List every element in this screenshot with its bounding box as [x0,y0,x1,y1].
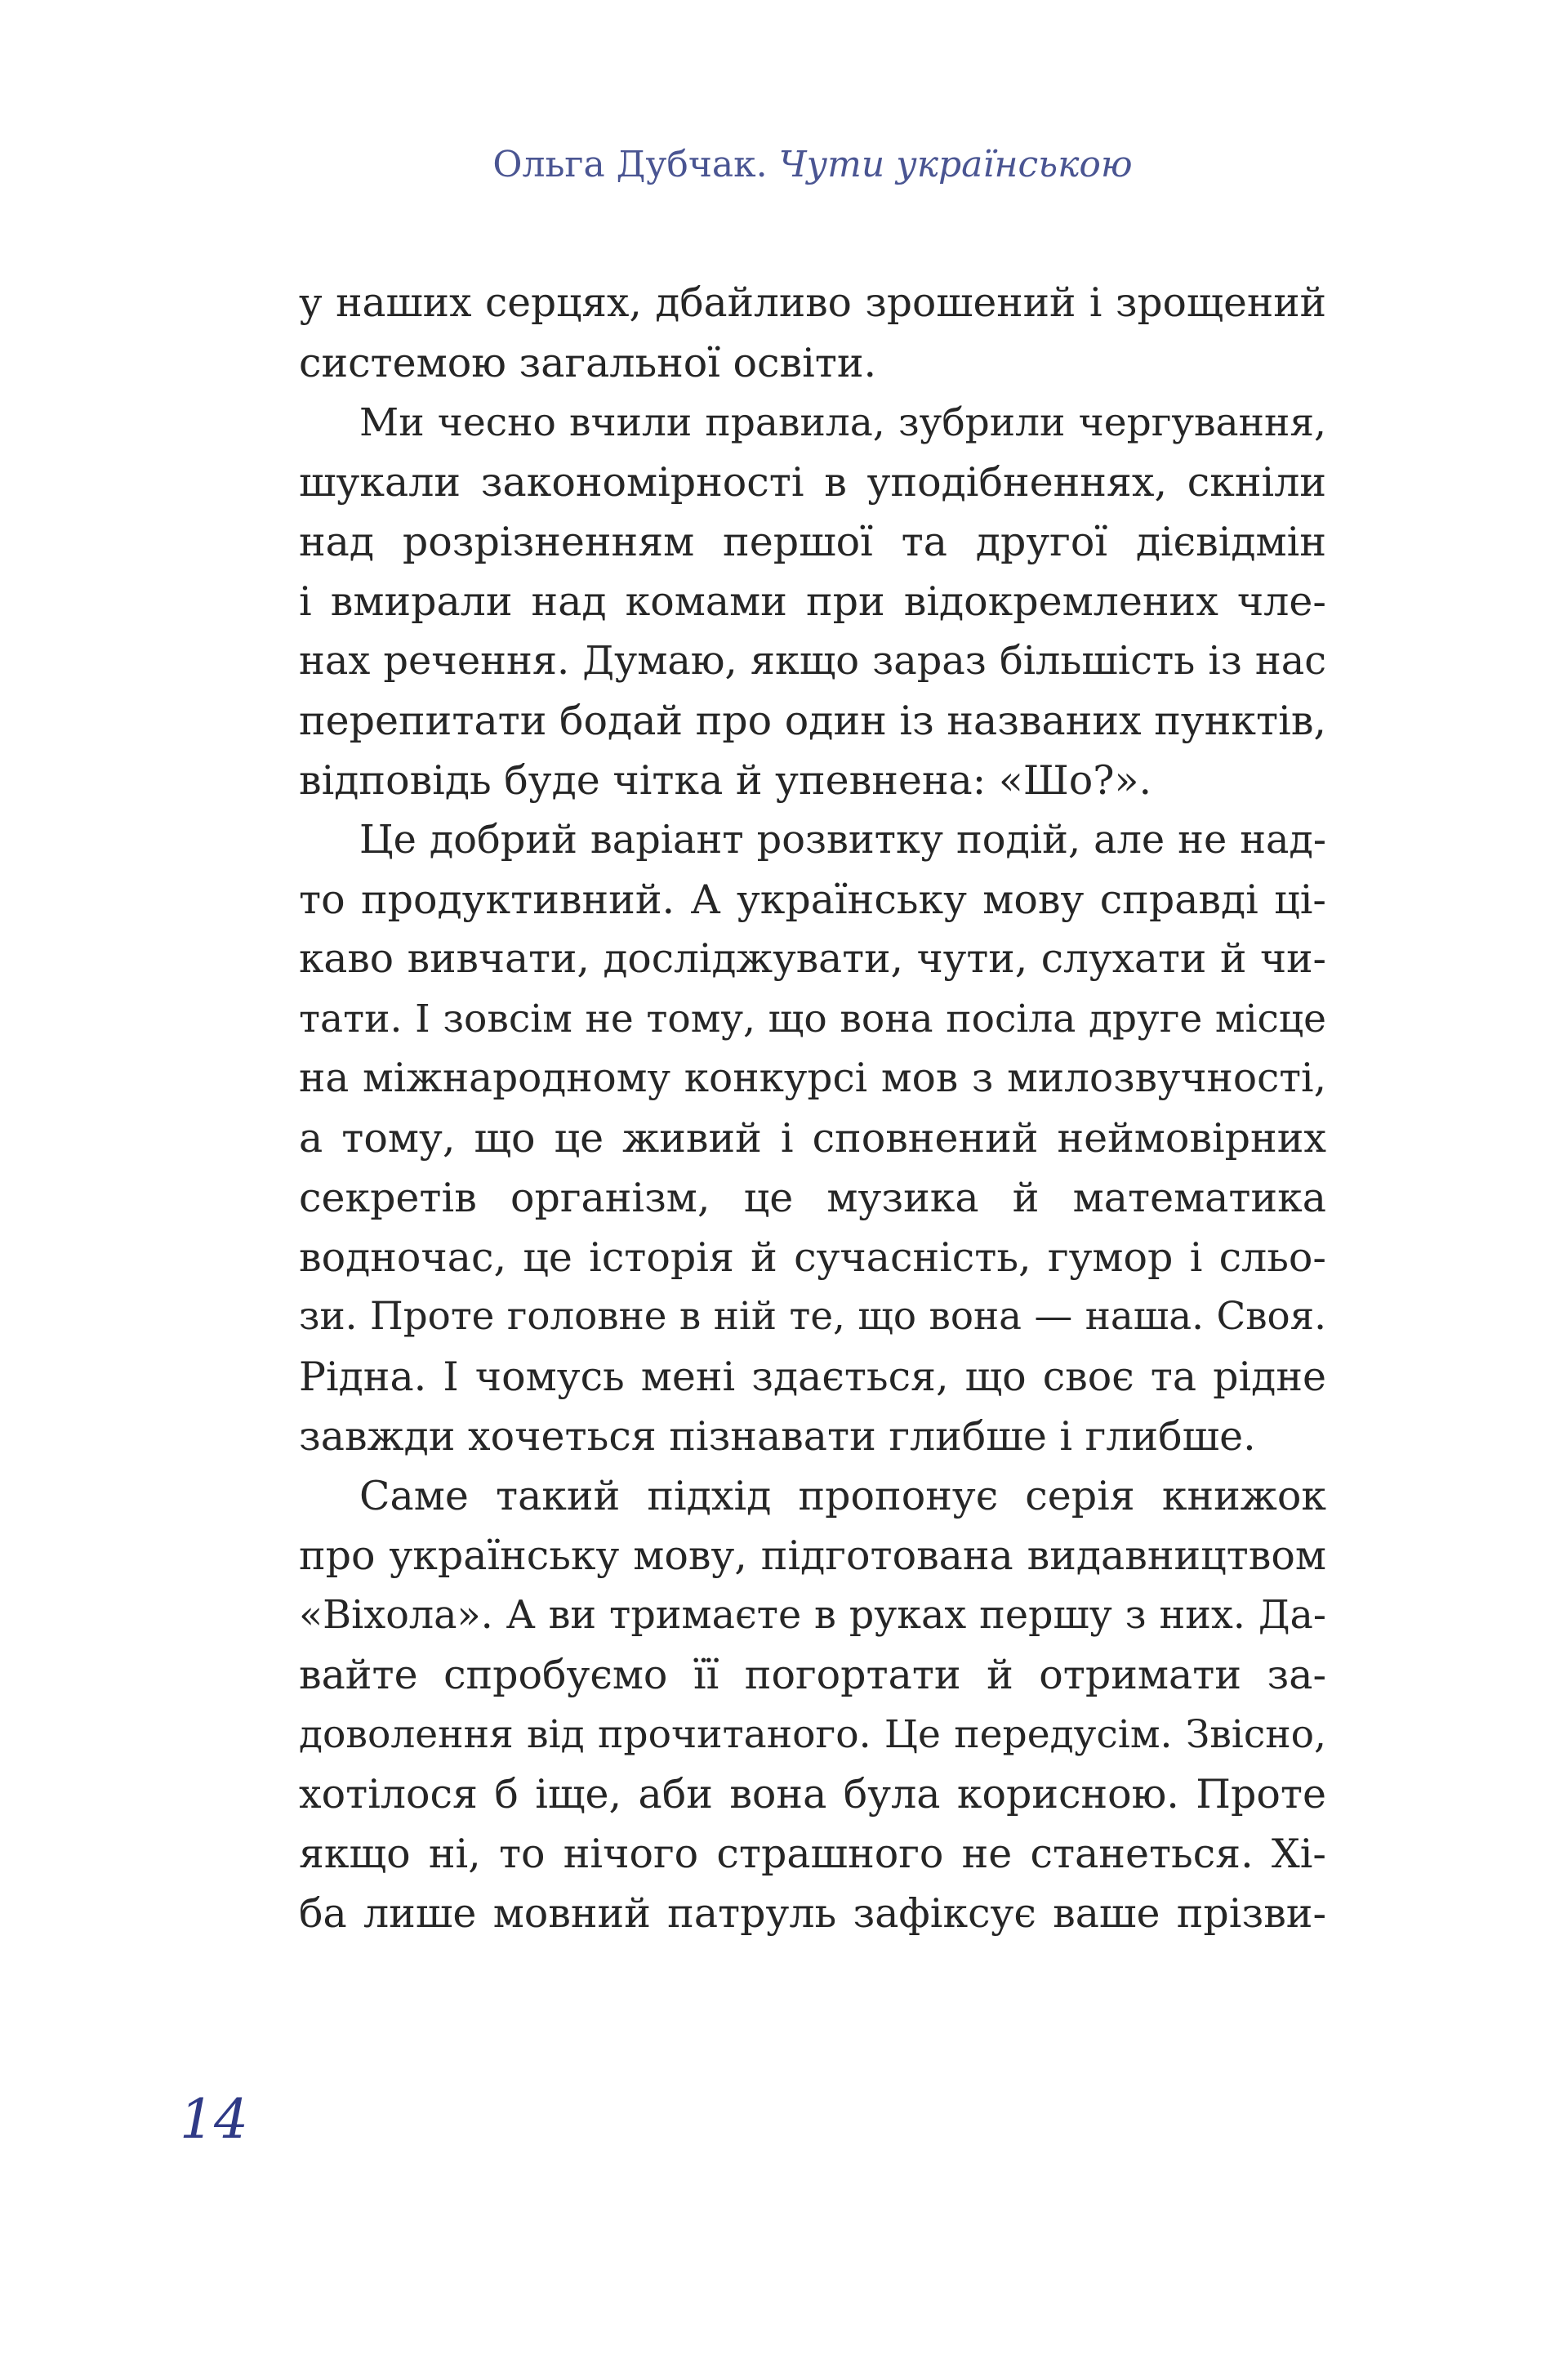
text-line: секретів організм, це музика й математика [299,1175,1326,1221]
paragraph-first-line: Це добрий варіант розвитку подій, але не над- [359,818,1326,863]
text-line: зи. Проте головне в ній те, що вона — наша. Своя. [299,1295,1326,1339]
text-line: перепитати бодай про один із названих пунктів, [299,698,1326,744]
text-line: системою загальної освіти. [299,340,877,386]
paragraph-first-line: Саме такий підхід пропонує серія книжок [359,1473,1326,1519]
text-line: тати. І зовсім не тому, що вона посіла друге місце [299,997,1326,1041]
text-line: і вмирали над комами при відокремлених чле- [299,578,1326,625]
text-line: то продуктивний. А українську мову справді ці- [299,876,1326,923]
text-line: завжди хочеться пізнавати глибше і глибше. [299,1413,1256,1460]
text-line: «Віхола». А ви тримаєте в руках першу з них. Да- [299,1593,1326,1638]
text-line: а тому, що це живий і сповнений неймовірних [299,1115,1326,1162]
body-text [299,274,1326,1943]
text-line: каво вивчати, досліджувати, чути, слухати й чи- [299,936,1326,982]
paragraph-first-line: Ми чесно вчили правила, зубрили чергування, [359,400,1326,445]
text-line: про українську мову, підготована видавництвом [299,1532,1326,1579]
text-line: у наших серцях, дбайливо зрошений і зрощений [299,280,1326,326]
running-header [298,140,1327,190]
header-book-title: Чути українською [778,144,1133,185]
text-line: вайте спробуємо її погортати й отримати за- [299,1652,1326,1698]
text-line: хотілося б іще, аби вона була корисною. Проте [299,1771,1326,1818]
text-line: на міжнародному конкурсі мов з милозвучності, [299,1055,1326,1101]
text-line: ба лише мовний патруль зафіксує ваше прізви- [299,1890,1326,1937]
text-line: водночас, це історія й сучасність, гумор і сльо- [299,1234,1326,1281]
text-line: якщо ні, то нічого страшного не станеться. Хі- [299,1831,1326,1877]
text-line: доволення від прочитаного. Це передусім. Звісно, [299,1712,1326,1757]
text-line: нах речення. Думаю, якщо зараз більшість із нас [299,639,1326,684]
text-line: Рідна. І чомусь мені здається, що своє та рідне [299,1354,1326,1400]
text-line: шукали закономірності в уподібненнях, скніли [299,459,1326,506]
text-line: відповідь буде чітка й упевнена: «Шо?». [299,757,1152,804]
text-line: над розрізненням першої та другої дієвідмін [299,519,1326,565]
page-number: 14 [180,2088,248,2151]
header-author: Ольга Дубчак. [492,144,768,185]
